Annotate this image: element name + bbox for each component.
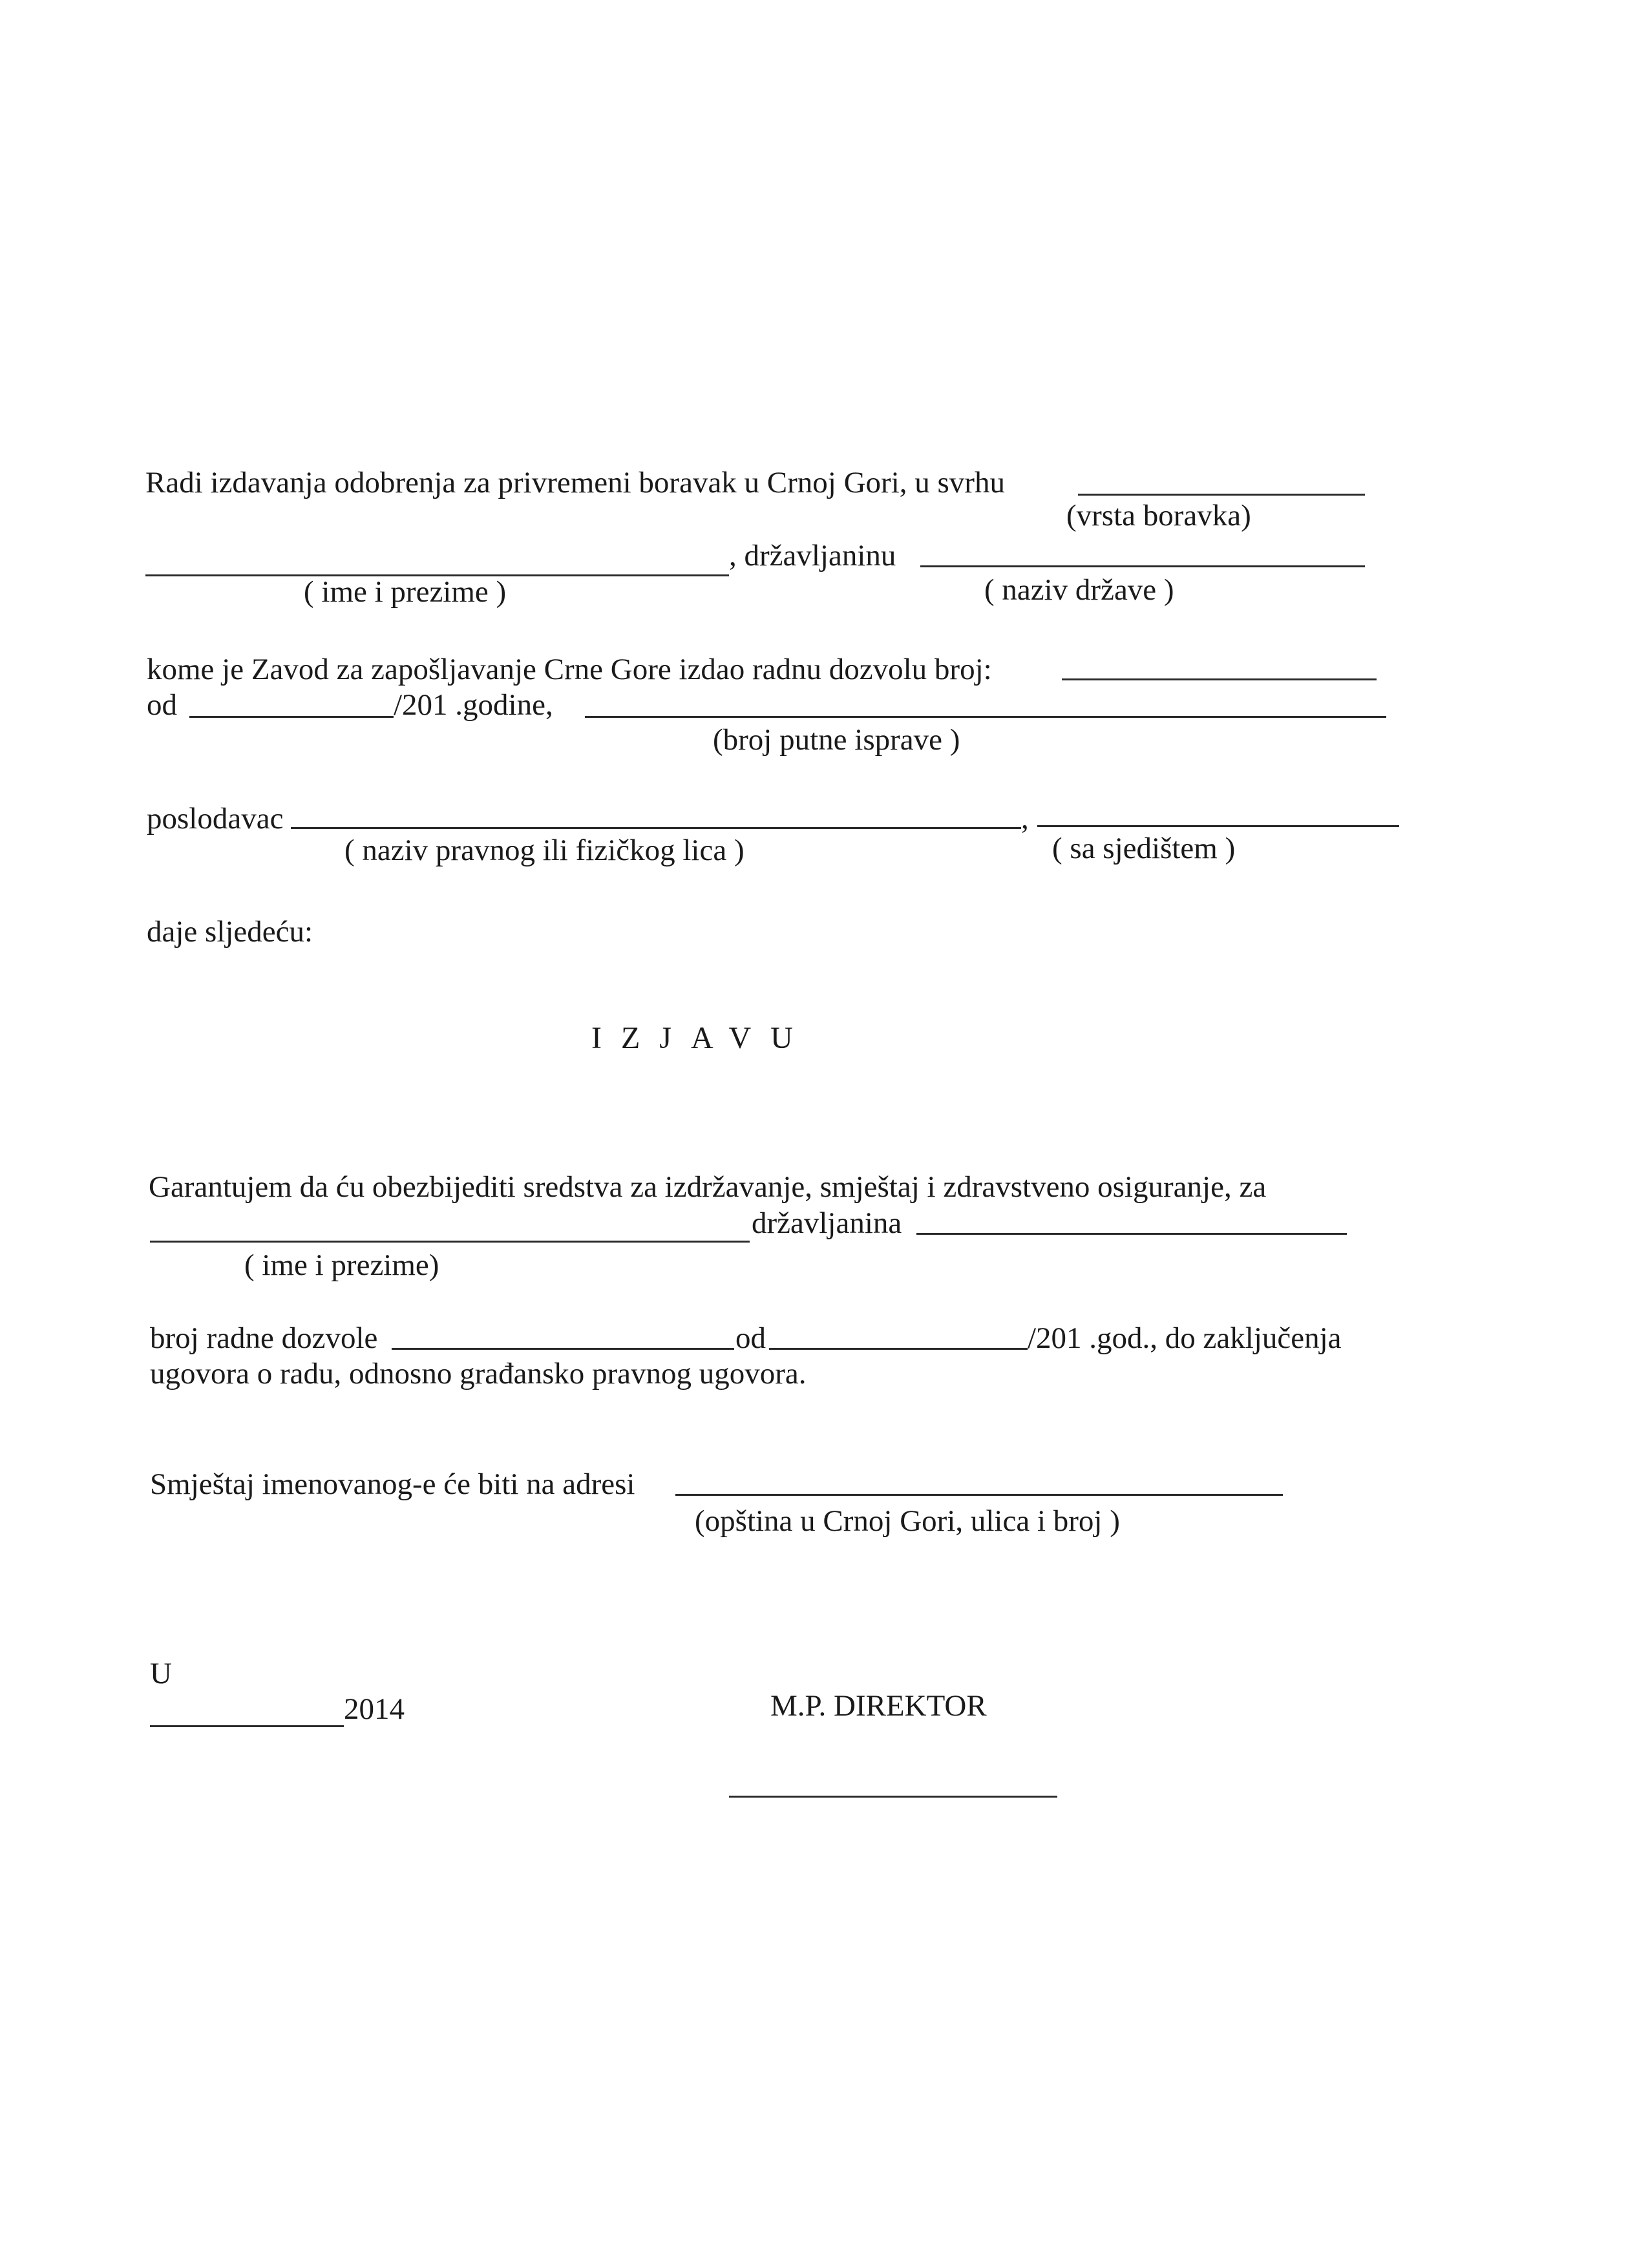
broj-radne-dozvole-label: broj radne dozvole <box>150 1321 378 1355</box>
caption-naziv-drzave: ( naziv države ) <box>984 573 1174 607</box>
garantujem-line: Garantujem da ću obezbijediti sredstva za izdržavanje, smještaj i zdravstveno osiguranje, za <box>149 1170 1267 1204</box>
caption-sjediste: ( sa sjedištem ) <box>1052 832 1236 865</box>
u-label: U <box>150 1657 172 1690</box>
drzavljaninu-label: , državljaninu <box>729 539 896 572</box>
body-od-date-field[interactable] <box>769 1348 1028 1350</box>
vrsta-boravka-field[interactable] <box>1078 494 1365 496</box>
broj-radne-dozvole-field[interactable] <box>392 1348 734 1350</box>
intro-line-1: Radi izdavanja odobrenja za privremeni boravak u Crnoj Gori, u svrhu <box>145 466 1005 499</box>
poslodavac-comma: , <box>1021 802 1029 835</box>
kome-line: kome je Zavod za zapošljavanje Crne Gore izdao radnu dozvolu broj: <box>147 653 992 686</box>
caption-broj-putne-isprave: (broj putne isprave ) <box>713 723 960 757</box>
adresa-field[interactable] <box>675 1494 1283 1496</box>
sjediste-field[interactable] <box>1037 825 1399 827</box>
ugovora-line: ugovora o radu, odnosno građansko pravnog ugovora. <box>150 1357 807 1391</box>
naziv-lica-field[interactable] <box>291 827 1021 829</box>
mp-direktor-label: M.P. DIREKTOR <box>770 1689 987 1723</box>
smjestaj-line: Smještaj imenovanog-e će biti na adresi <box>150 1467 635 1501</box>
body-od-label: od <box>735 1321 766 1355</box>
garant-ime-prezime-field[interactable] <box>150 1241 750 1243</box>
caption-vrsta-boravka: (vrsta boravka) <box>1066 499 1251 532</box>
od-date-field[interactable] <box>189 716 394 718</box>
od-label: od <box>147 688 177 722</box>
caption-ime-prezime: ( ime i prezime ) <box>304 575 507 609</box>
naziv-drzave-field[interactable] <box>920 565 1365 567</box>
god-text: /201 .god., do zaključenja <box>1028 1321 1342 1355</box>
caption-adresa: (opština u Crnoj Gori, ulica i broj ) <box>695 1504 1120 1538</box>
poslodavac-label: poslodavac <box>147 802 284 835</box>
caption-naziv-lica: ( naziv pravnog ili fizičkog lica ) <box>344 834 745 867</box>
mjesto-datum-field[interactable] <box>150 1725 344 1727</box>
direktor-signature-line[interactable] <box>729 1796 1057 1798</box>
radna-dozvola-broj-field[interactable] <box>1062 678 1377 680</box>
caption-garant-ime-prezime: ( ime i prezime) <box>244 1248 439 1282</box>
garant-drzavljanstvo-field[interactable] <box>916 1233 1347 1235</box>
godine-text: /201 .godine, <box>394 688 553 722</box>
broj-putne-isprave-field[interactable] <box>585 716 1386 718</box>
drzavljanina-label: državljanina <box>752 1206 902 1240</box>
daje-text: daje sljedeću: <box>147 915 313 949</box>
year: 2014 <box>344 1692 405 1726</box>
document-title: IZJAVU <box>591 1021 812 1055</box>
